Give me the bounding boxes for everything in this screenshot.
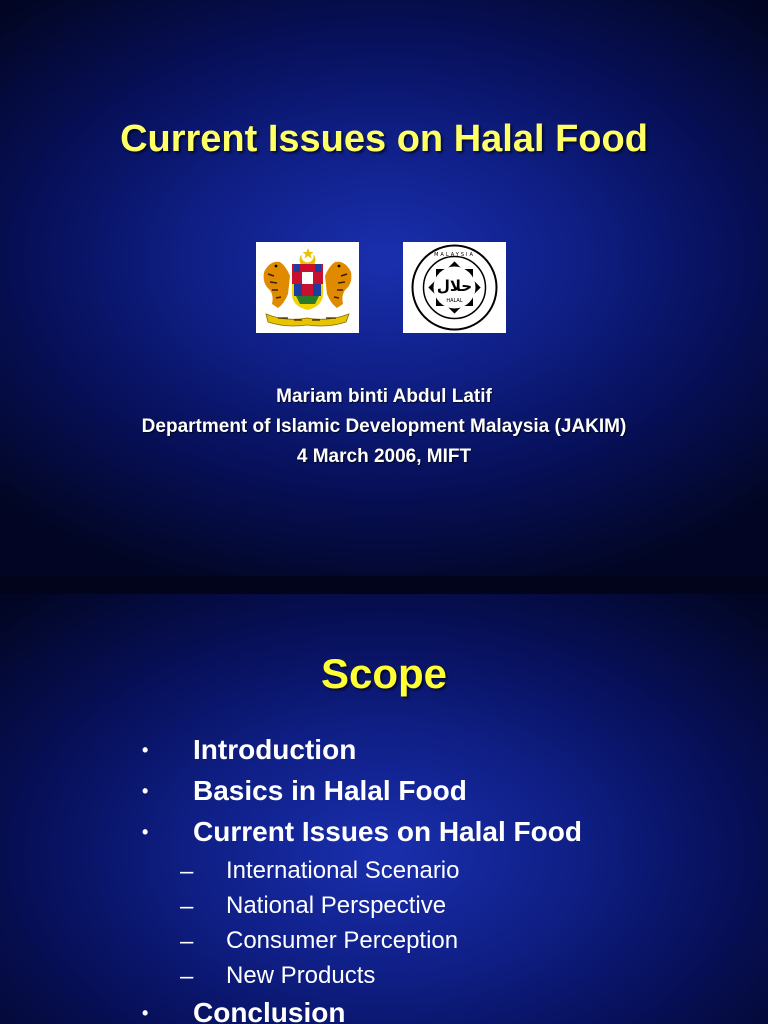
list-item-text: Introduction bbox=[193, 734, 357, 765]
halal-seal-icon bbox=[403, 242, 506, 333]
list-item bbox=[0, 775, 768, 816]
sub-list-item-text: National Perspective bbox=[226, 892, 447, 919]
dash-icon: – bbox=[180, 928, 194, 955]
bullet-icon: • bbox=[142, 1003, 149, 1023]
svg-text:HALAL: HALAL bbox=[446, 298, 463, 304]
bullet-icon: • bbox=[142, 740, 149, 760]
coat-of-arms-icon bbox=[256, 242, 359, 333]
dash-icon: – bbox=[180, 963, 194, 990]
sub-list-item bbox=[0, 927, 768, 962]
author-block bbox=[0, 382, 768, 472]
scope-slide bbox=[0, 594, 768, 1024]
bullet-icon: • bbox=[142, 781, 149, 801]
list-item bbox=[0, 734, 768, 775]
list-item bbox=[0, 816, 768, 857]
author-organization: Department of Islamic Development Malaysia (JAKIM) bbox=[141, 416, 627, 437]
list-item-text: Basics in Halal Food bbox=[193, 775, 467, 806]
slide-separator bbox=[0, 576, 768, 594]
sub-list-item-text: International Scenario bbox=[226, 857, 460, 884]
scope-list bbox=[0, 734, 768, 1024]
malaysia-coat-of-arms-logo bbox=[256, 242, 359, 333]
dash-icon: – bbox=[180, 893, 194, 920]
presentation-title: Current Issues on Halal Food bbox=[120, 118, 648, 160]
jakim-halal-logo bbox=[403, 242, 506, 333]
sub-list-item bbox=[0, 857, 768, 892]
list-item-text: Conclusion bbox=[193, 997, 346, 1024]
scope-title: Scope bbox=[320, 650, 448, 697]
dash-icon: – bbox=[180, 858, 194, 885]
svg-text:حلال: حلال bbox=[436, 277, 473, 295]
svg-text:MALAYSIA: MALAYSIA bbox=[434, 252, 475, 258]
author-name: Mariam binti Abdul Latif bbox=[276, 386, 492, 407]
list-item-text: Current Issues on Halal Food bbox=[193, 816, 582, 847]
sub-list-item bbox=[0, 892, 768, 927]
list-item bbox=[0, 997, 768, 1024]
sub-list-item-text: Consumer Perception bbox=[226, 927, 459, 954]
presentation-date: 4 March 2006, MIFT bbox=[296, 446, 472, 467]
sub-list-item-text: New Products bbox=[226, 962, 376, 989]
bullet-icon: • bbox=[142, 822, 149, 842]
sub-list-item bbox=[0, 962, 768, 997]
